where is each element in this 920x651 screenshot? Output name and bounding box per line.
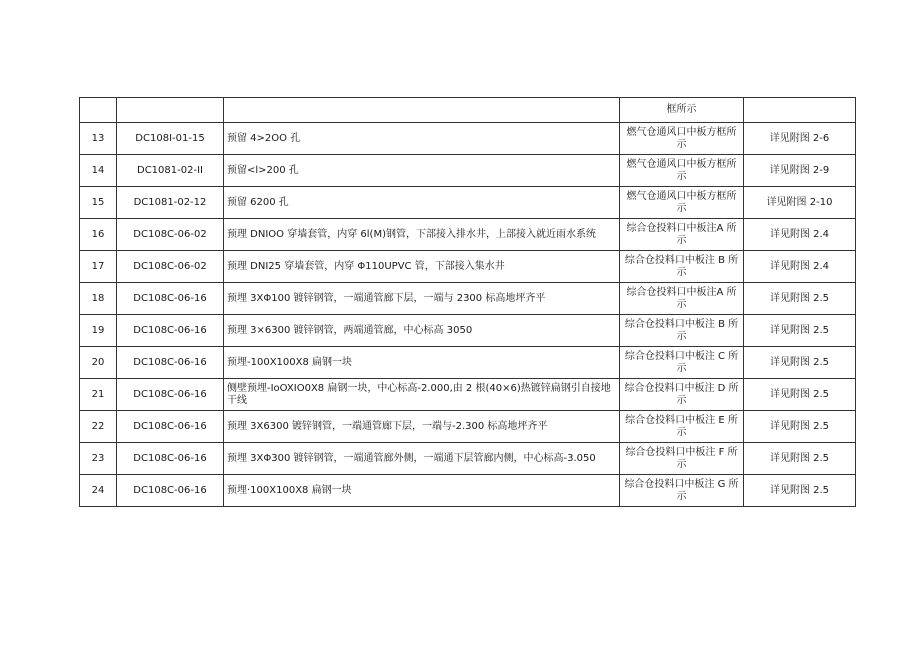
row-number-cell: 19: [80, 315, 117, 347]
drawing-code-cell: DC1081-02-12: [117, 187, 224, 219]
row-number-cell: 13: [80, 123, 117, 155]
location-cell: 综合仓投料口中板注A 所示: [620, 283, 744, 315]
drawing-code-cell: DC1081-02-II: [117, 155, 224, 187]
location-cell: 综合仓投料口中板注A 所示: [620, 219, 744, 251]
items-table: [79, 97, 856, 507]
table-row: [80, 155, 856, 187]
row-number-cell: 21: [80, 379, 117, 411]
row-number-cell: 18: [80, 283, 117, 315]
row-number-cell: 20: [80, 347, 117, 379]
table-row: [80, 379, 856, 411]
description-cell: 预埋 3XΦ300 镀锌钢管，一端通管廊外侧，一端通下层管廊内侧，中心标高-3.050: [224, 443, 620, 475]
drawing-code-cell: DC108C-06-16: [117, 443, 224, 475]
location-cell: 综合仓投料口中板注 E 所示: [620, 411, 744, 443]
reference-cell: 详见附图 2.4: [744, 219, 856, 251]
description-cell: 预理 3×6300 镀锌钢管，两端通管廊，中心标高 3050: [224, 315, 620, 347]
description-cell: 预埋 3XΦ100 镀锌钢管，一端通管廊下层，一端与 2300 标高地坪齐平: [224, 283, 620, 315]
location-cell: 综合仓投料口中板注 G 所示: [620, 475, 744, 507]
table-row: [80, 283, 856, 315]
table-row: [80, 475, 856, 507]
location-cell: 综合仓投料口中板注 C 所示: [620, 347, 744, 379]
description-cell: 侧壁预埋-IoOXIO0X8 扁钢一块，中心标高-2.000,由 2 根(40×6)热镀锌扁钢引自接地干线: [224, 379, 620, 411]
location-cell: 燃气仓通风口中板方框所示: [620, 123, 744, 155]
reference-cell: 详见附图 2.4: [744, 251, 856, 283]
row-number-cell: 24: [80, 475, 117, 507]
drawing-code-cell: DC108C-06-16: [117, 283, 224, 315]
drawing-code-cell: DC108I-01-15: [117, 123, 224, 155]
description-cell: 预埋-100X100X8 扁钢一块: [224, 347, 620, 379]
reference-cell: 详见附图 2.5: [744, 283, 856, 315]
table-row: [80, 123, 856, 155]
table-row: [80, 98, 856, 123]
location-cell: 综合仓投料口中板注 B 所示: [620, 251, 744, 283]
table-row: [80, 315, 856, 347]
table-row: [80, 187, 856, 219]
reference-cell: 详见附图 2-6: [744, 123, 856, 155]
reference-cell: 详见附图 2.5: [744, 347, 856, 379]
row-number-cell: 16: [80, 219, 117, 251]
reference-cell: [744, 98, 856, 123]
drawing-code-cell: DC108C-06-16: [117, 379, 224, 411]
drawing-code-cell: [117, 98, 224, 123]
row-number-cell: 14: [80, 155, 117, 187]
reference-cell: 详见附图 2.5: [744, 411, 856, 443]
drawing-code-cell: DC108C-06-16: [117, 411, 224, 443]
description-cell: 预理 3X6300 镀锌钢管，一端通管廊下层，一端与-2.300 标高地坪齐平: [224, 411, 620, 443]
description-cell: 预留 6200 孔: [224, 187, 620, 219]
drawing-code-cell: DC108C-06-16: [117, 315, 224, 347]
reference-cell: 详见附图 2-10: [744, 187, 856, 219]
reference-cell: 详见附图 2.5: [744, 443, 856, 475]
location-cell: 综合仓投料口中板注 F 所示: [620, 443, 744, 475]
row-number-cell: 22: [80, 411, 117, 443]
description-cell: 预留<l>200 孔: [224, 155, 620, 187]
drawing-code-cell: DC108C-06-02: [117, 219, 224, 251]
location-cell: 综合仓投料口中板注 B 所示: [620, 315, 744, 347]
table-row: [80, 251, 856, 283]
reference-cell: 详见附图 2.5: [744, 475, 856, 507]
row-number-cell: 17: [80, 251, 117, 283]
reference-cell: 详见附图 2.5: [744, 379, 856, 411]
row-number-cell: [80, 98, 117, 123]
drawing-code-cell: DC108C-06-16: [117, 475, 224, 507]
row-number-cell: 23: [80, 443, 117, 475]
location-cell: 综合仓投料口中板注 D 所示: [620, 379, 744, 411]
description-cell: 预理 DNI25 穿墙套管，内穿 Φ110UPVC 管，下部接入集水井: [224, 251, 620, 283]
reference-cell: 详见附图 2-9: [744, 155, 856, 187]
location-cell: 框所示: [620, 98, 744, 123]
description-cell: 预留 4>2OO 孔: [224, 123, 620, 155]
description-cell: 预埋·100X100X8 扁钢一块: [224, 475, 620, 507]
row-number-cell: 15: [80, 187, 117, 219]
table-row: [80, 219, 856, 251]
description-cell: 预理 DNIOO 穿墙套管，内穿 6l(M)钢管，下部接入排水井，上部接入就近雨水系统: [224, 219, 620, 251]
location-cell: 燃气仓通风口中板方框所示: [620, 155, 744, 187]
table-row: [80, 411, 856, 443]
drawing-code-cell: DC108C-06-02: [117, 251, 224, 283]
location-cell: 燃气仓通风口中板方框所示: [620, 187, 744, 219]
drawing-code-cell: DC108C-06-16: [117, 347, 224, 379]
reference-cell: 详见附图 2.5: [744, 315, 856, 347]
table-row: [80, 347, 856, 379]
description-cell: [224, 98, 620, 123]
table-row: [80, 443, 856, 475]
